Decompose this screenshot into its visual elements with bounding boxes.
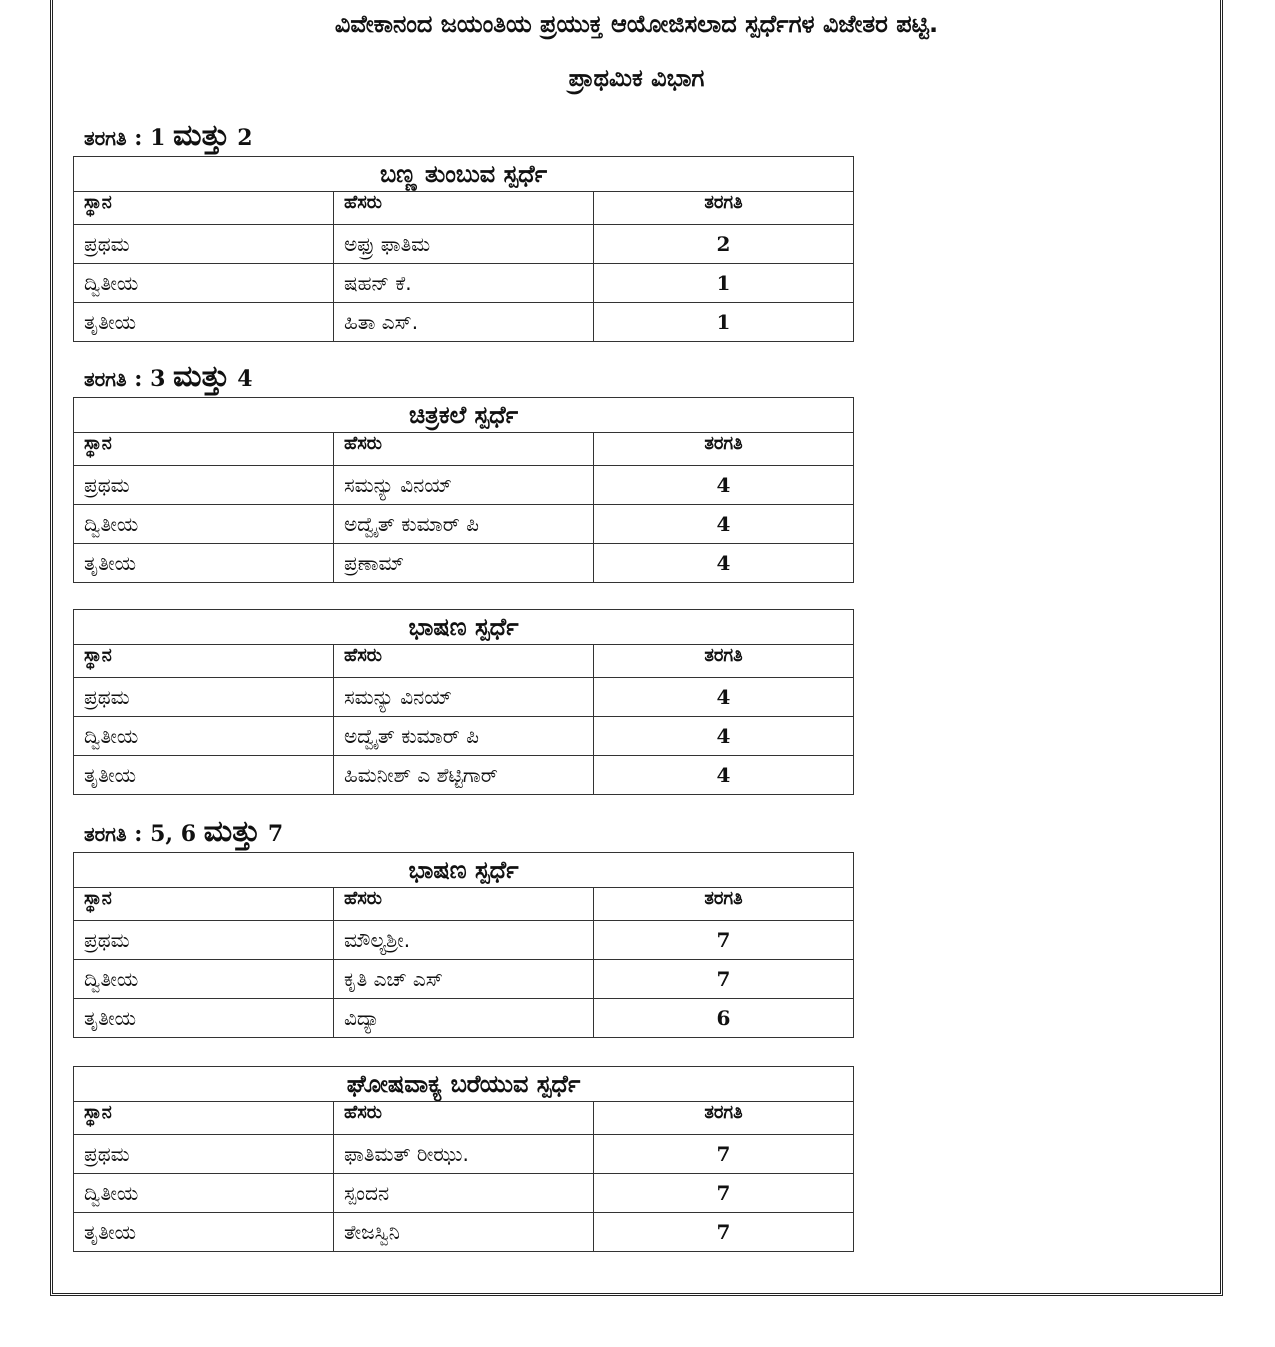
place-cell: ದ್ವಿತೀಯ [74, 264, 334, 303]
column-header-grade: ತರಗತಿ [594, 433, 854, 466]
column-header-grade: ತರಗತಿ [594, 645, 854, 678]
section-title: ಪ್ರಾಥಮಿಕ ವಿಭಾಗ [568, 64, 705, 92]
place-cell: ಪ್ರಥಮ [74, 225, 334, 264]
place-cell: ಪ್ರಥಮ [74, 921, 334, 960]
grade-cell: 7 [594, 1213, 854, 1252]
place-cell: ಪ್ರಥಮ [74, 466, 334, 505]
competition-title: ಭಾಷಣ ಸ್ಪರ್ಧೆ [74, 610, 854, 645]
name-cell: ಹಿಮನೀಶ್ ಎ ಶೆಟ್ಟಿಗಾರ್ [334, 756, 594, 795]
column-header-name: ಹೆಸರು [334, 645, 594, 678]
name-cell: ಸಮನ್ಯು ವಿನಯ್ [334, 466, 594, 505]
name-cell: ತೇಜಸ್ವಿನಿ [334, 1213, 594, 1252]
competition-title: ಬಣ್ಣ ತುಂಬುವ ಸ್ಪರ್ಧೆ [74, 157, 854, 192]
table-row [74, 960, 854, 999]
name-cell: ಅದ್ವೈತ್ ಕುಮಾರ್ ಪಿ [334, 717, 594, 756]
column-header-grade: ತರಗತಿ [594, 192, 854, 225]
competition-table [73, 397, 854, 583]
place-cell: ತೃತೀಯ [74, 303, 334, 342]
place-cell: ಪ್ರಥಮ [74, 1135, 334, 1174]
name-cell: ಸಮನ್ಯು ವಿನಯ್ [334, 678, 594, 717]
grade-group-heading: ತರಗತಿ : 1 ಮತ್ತು 2 [84, 118, 253, 153]
column-header-place: ಸ್ಥಾನ [74, 433, 334, 466]
grade-group-heading: ತರಗತಿ : 5, 6 ಮತ್ತು 7 [84, 814, 284, 849]
column-header-place: ಸ್ಥಾನ [74, 645, 334, 678]
grade-cell: 7 [594, 960, 854, 999]
name-cell: ಷಹನ್ ಕೆ. [334, 264, 594, 303]
table-row [74, 466, 854, 505]
table-row [74, 1135, 854, 1174]
table-row [74, 921, 854, 960]
table-row [74, 264, 854, 303]
place-cell: ತೃತೀಯ [74, 1213, 334, 1252]
column-header-name: ಹೆಸರು [334, 1102, 594, 1135]
place-cell: ದ್ವಿತೀಯ [74, 960, 334, 999]
table-row [74, 756, 854, 795]
column-header-place: ಸ್ಥಾನ [74, 192, 334, 225]
table-row [74, 225, 854, 264]
page-title: ವಿವೇಕಾನಂದ ಜಯಂತಿಯ ಪ್ರಯುಕ್ತ ಆಯೋಜಿಸಲಾದ ಸ್ಪರ್ಧೆಗಳ ವಿಜೇತರ ಪಟ್ಟಿ. [334, 10, 939, 38]
table-row [74, 505, 854, 544]
name-cell: ಮೌಲ್ಯಶ್ರೀ. [334, 921, 594, 960]
competition-title: ಘೋಷವಾಕ್ಯ ಬರೆಯುವ ಸ್ಪರ್ಧೆ [74, 1067, 854, 1102]
table-row [74, 544, 854, 583]
competition-title: ಚಿತ್ರಕಲೆ ಸ್ಪರ್ಧೆ [74, 398, 854, 433]
column-header-grade: ತರಗತಿ [594, 888, 854, 921]
competition-table [73, 156, 854, 342]
column-header-name: ಹೆಸರು [334, 433, 594, 466]
grade-cell: 1 [594, 264, 854, 303]
grade-cell: 4 [594, 678, 854, 717]
grade-cell: 7 [594, 1174, 854, 1213]
competition-table [73, 609, 854, 795]
place-cell: ದ್ವಿತೀಯ [74, 717, 334, 756]
table-row [74, 1213, 854, 1252]
grade-cell: 2 [594, 225, 854, 264]
name-cell: ಪ್ರಣಾಮ್ [334, 544, 594, 583]
column-header-name: ಹೆಸರು [334, 888, 594, 921]
table-row [74, 999, 854, 1038]
grade-cell: 1 [594, 303, 854, 342]
name-cell: ಸ್ಪಂದನ [334, 1174, 594, 1213]
table-row [74, 678, 854, 717]
column-header-place: ಸ್ಥಾನ [74, 1102, 334, 1135]
table-row [74, 303, 854, 342]
competition-title: ಭಾಷಣ ಸ್ಪರ್ಧೆ [74, 853, 854, 888]
grade-cell: 4 [594, 544, 854, 583]
competition-table [73, 1066, 854, 1252]
name-cell: ಹಿತಾ ಎಸ್. [334, 303, 594, 342]
grade-cell: 7 [594, 921, 854, 960]
place-cell: ತೃತೀಯ [74, 756, 334, 795]
grade-cell: 6 [594, 999, 854, 1038]
place-cell: ದ್ವಿತೀಯ [74, 1174, 334, 1213]
column-header-grade: ತರಗತಿ [594, 1102, 854, 1135]
table-row [74, 717, 854, 756]
name-cell: ವಿದ್ಯಾ [334, 999, 594, 1038]
place-cell: ದ್ವಿತೀಯ [74, 505, 334, 544]
grade-group-heading: ತರಗತಿ : 3 ಮತ್ತು 4 [84, 359, 253, 394]
column-header-place: ಸ್ಥಾನ [74, 888, 334, 921]
name-cell: ಕೃತಿ ಎಚ್ ಎಸ್ [334, 960, 594, 999]
competition-table [73, 852, 854, 1038]
name-cell: ಅಫ್ರು ಫಾತಿಮ [334, 225, 594, 264]
table-row [74, 1174, 854, 1213]
name-cell: ಅದ್ವೈತ್ ಕುಮಾರ್ ಪಿ [334, 505, 594, 544]
grade-cell: 4 [594, 466, 854, 505]
column-header-name: ಹೆಸರು [334, 192, 594, 225]
place-cell: ಪ್ರಥಮ [74, 678, 334, 717]
place-cell: ತೃತೀಯ [74, 999, 334, 1038]
grade-cell: 4 [594, 756, 854, 795]
grade-cell: 4 [594, 717, 854, 756]
grade-cell: 7 [594, 1135, 854, 1174]
name-cell: ಫಾತಿಮತ್ ರೀಝು. [334, 1135, 594, 1174]
place-cell: ತೃತೀಯ [74, 544, 334, 583]
grade-cell: 4 [594, 505, 854, 544]
